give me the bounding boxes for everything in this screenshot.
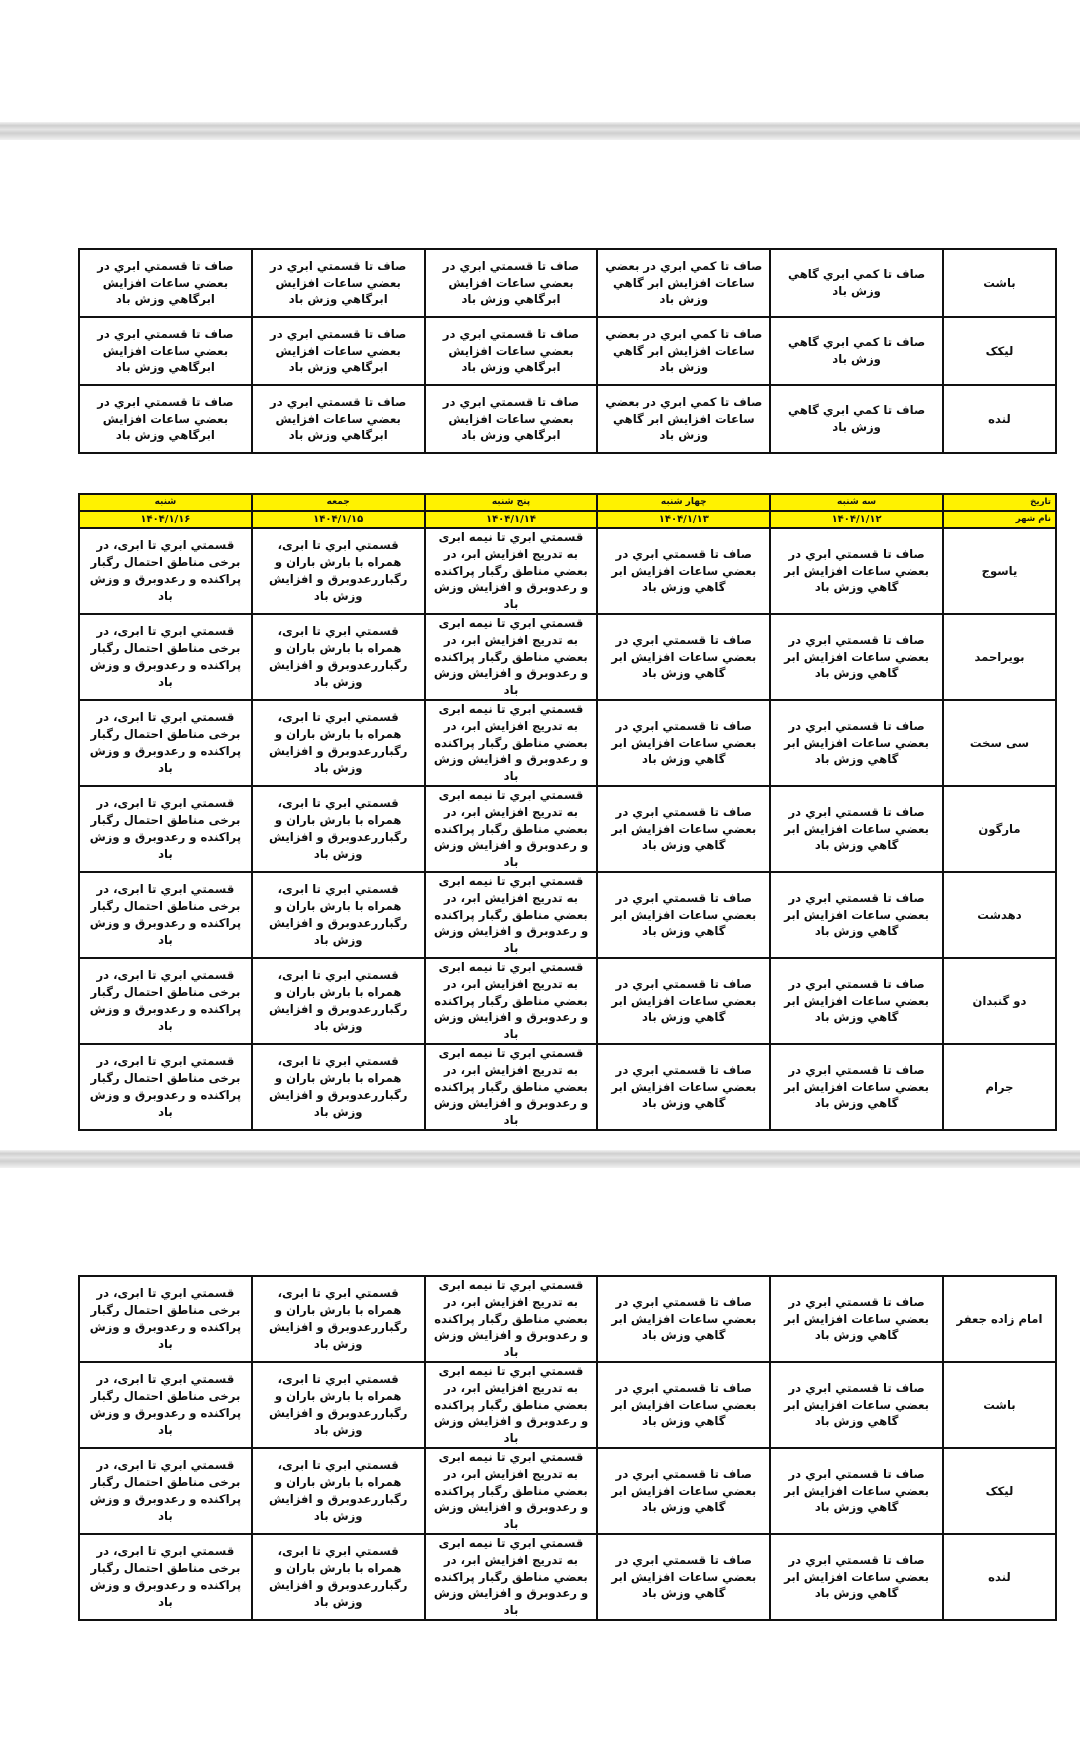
forecast-cell: صاف تا قسمتي ابري در بعضي ساعات افزايش ابر گاهي وزش باد [770,614,943,700]
city-name: یاسوج [943,528,1056,614]
forecast-cell: قسمتي ابري تا ابری، در برخی مناطق احتمال رگبار پراکنده و رعدوبرق و وزش باد [79,1276,252,1362]
forecast-cell: صاف تا قسمتي ابري در بعضي ساعات افزايش ابرگاهي وزش باد [79,317,252,385]
date-header: ۱۴۰۴/۱/۱۶ [79,511,252,528]
city-label-header [943,511,1056,528]
table-row [79,528,1056,614]
city-name: جرام [943,1044,1056,1130]
forecast-cell: قسمتي ابري تا ابری، همراه با بارش باران و رگباررعدوبرق و افزايش وزش باد [252,700,425,786]
forecast-cell: صاف تا قسمتي ابري در بعضي ساعات افزايش ابر گاهي وزش باد [770,1362,943,1448]
city-name: لیکک [943,1448,1056,1534]
forecast-cell: قسمتي ابري تا نيمه ابری به تدريج افزايش ابر، در بعضي مناطق رگبار پراکنده و رعدوبرق و افزايش وزش باد [425,700,598,786]
forecast-cell: قسمتي ابري تا ابری، همراه با بارش باران و رگباررعدوبرق و افزايش وزش باد [252,1044,425,1130]
city-name: مارگون [943,786,1056,872]
table-row [79,614,1056,700]
forecast-cell: قسمتي ابري تا نيمه ابری به تدريج افزايش ابر، در بعضي مناطق رگبار پراکنده و رعدوبرق و افزايش وزش باد [425,614,598,700]
city-name: دو گنبدان [943,958,1056,1044]
forecast-cell: صاف تا کمي ابري گاهي وزش باد [770,249,943,317]
table-row [79,958,1056,1044]
forecast-cell: صاف تا قسمتي ابري در بعضي ساعات افزايش ابر گاهي وزش باد [597,528,770,614]
forecast-cell: صاف تا قسمتي ابري در بعضي ساعات افزايش ابر گاهي وزش باد [770,872,943,958]
forecast-cell: صاف تا کمي ابري گاهي وزش باد [770,317,943,385]
date-header-row [79,511,1056,528]
date-header: ۱۴۰۴/۱/۱۲ [770,511,943,528]
forecast-cell: قسمتي ابري تا ابری، در برخی مناطق احتمال رگبار پراکنده و رعدوبرق و وزش باد [79,528,252,614]
date-label: تاریخ [1030,497,1051,507]
forecast-cell: قسمتي ابري تا نيمه ابری به تدريج افزايش ابر، در بعضي مناطق رگبار پراکنده و رعدوبرق و افزايش وزش باد [425,958,598,1044]
forecast-cell: قسمتي ابري تا ابری، در برخی مناطق احتمال رگبار پراکنده و رعدوبرق و وزش باد [79,1362,252,1448]
date-header: ۱۴۰۴/۱/۱۵ [252,511,425,528]
city-label: نام شهر [1015,514,1051,524]
forecast-cell: قسمتي ابري تا ابری، در برخی مناطق احتمال رگبار پراکنده و رعدوبرق و وزش باد [79,872,252,958]
page-separator [0,122,1080,140]
forecast-cell: صاف تا قسمتي ابري در بعضي ساعات افزايش ابر گاهي وزش باد [597,614,770,700]
forecast-cell: صاف تا قسمتي ابري در بعضي ساعات افزايش ابرگاهي وزش باد [425,317,598,385]
forecast-cell: قسمتي ابري تا نيمه ابری به تدريج افزايش ابر، در بعضي مناطق رگبار پراکنده و رعدوبرق و افزايش وزش باد [425,1448,598,1534]
day-header: جمعه [252,494,425,511]
page-separator [0,1150,1080,1168]
forecast-cell: صاف تا کمي ابري در بعضي ساعات افزايش ابر گاهي وزش باد [597,385,770,453]
city-name: باشت [943,1362,1056,1448]
city-name: لنده [943,385,1056,453]
table-row [79,1044,1056,1130]
forecast-cell: صاف تا قسمتي ابري در بعضي ساعات افزايش ابر گاهي وزش باد [597,1044,770,1130]
forecast-cell: قسمتي ابري تا نيمه ابری به تدريج افزايش ابر، در بعضي مناطق رگبار پراکنده و رعدوبرق و افزايش وزش باد [425,786,598,872]
forecast-cell: صاف تا قسمتي ابري در بعضي ساعات افزايش ابر گاهي وزش باد [597,958,770,1044]
forecast-cell: صاف تا قسمتي ابري در بعضي ساعات افزايش ابر گاهي وزش باد [597,1534,770,1620]
table-row [79,317,1056,385]
table-row [79,1534,1056,1620]
forecast-cell: قسمتي ابري تا ابری، همراه با بارش باران و رگباررعدوبرق و افزايش وزش باد [252,1534,425,1620]
forecast-cell: قسمتي ابري تا نيمه ابری به تدريج افزايش ابر، در بعضي مناطق رگبار پراکنده و رعدوبرق و افزايش وزش باد [425,1534,598,1620]
forecast-cell: قسمتي ابري تا ابری، در برخی مناطق احتمال رگبار پراکنده و رعدوبرق و وزش باد [79,700,252,786]
day-header: سه شنبه [770,494,943,511]
forecast-cell: صاف تا قسمتي ابري در بعضي ساعات افزايش ابر گاهي وزش باد [597,1448,770,1534]
forecast-cell: قسمتي ابري تا ابری، همراه با بارش باران و رگباررعدوبرق و افزايش وزش باد [252,872,425,958]
forecast-cell: صاف تا قسمتي ابري در بعضي ساعات افزايش ابرگاهي وزش باد [252,249,425,317]
weather-forecast-table-top [78,248,1057,454]
forecast-cell: قسمتي ابري تا ابری، همراه با بارش باران و رگباررعدوبرق و افزايش وزش باد [252,1448,425,1534]
city-name: بویراحمد [943,614,1056,700]
forecast-cell: صاف تا قسمتي ابري در بعضي ساعات افزايش ابر گاهي وزش باد [597,786,770,872]
forecast-cell: صاف تا قسمتي ابري در بعضي ساعات افزايش ابر گاهي وزش باد [597,872,770,958]
table-row [79,1448,1056,1534]
city-name: لنده [943,1534,1056,1620]
day-header: پنج شنبه [425,494,598,511]
table-row [79,385,1056,453]
city-name: باشت [943,249,1056,317]
table-row [79,249,1056,317]
forecast-cell: صاف تا کمي ابري در بعضي ساعات افزايش ابر گاهي وزش باد [597,317,770,385]
forecast-cell: صاف تا قسمتي ابري در بعضي ساعات افزايش ابر گاهي وزش باد [597,1362,770,1448]
city-name: دهدشت [943,872,1056,958]
forecast-cell: قسمتي ابري تا نيمه ابری به تدريج افزايش ابر، در بعضي مناطق رگبار پراکنده و رعدوبرق و افزايش وزش باد [425,1276,598,1362]
forecast-cell: قسمتي ابري تا ابری، همراه با بارش باران و رگباررعدوبرق و افزايش وزش باد [252,958,425,1044]
forecast-cell: صاف تا قسمتي ابري در بعضي ساعات افزايش ابر گاهي وزش باد [770,528,943,614]
date-label-header [943,494,1056,511]
forecast-cell: صاف تا قسمتي ابري در بعضي ساعات افزايش ابرگاهي وزش باد [79,385,252,453]
day-header-row [79,494,1056,511]
forecast-cell: صاف تا قسمتي ابري در بعضي ساعات افزايش ابر گاهي وزش باد [770,786,943,872]
table-row [79,872,1056,958]
forecast-cell: قسمتي ابري تا ابری، همراه با بارش باران و رگباررعدوبرق و افزايش وزش باد [252,614,425,700]
forecast-cell: صاف تا قسمتي ابري در بعضي ساعات افزايش ابرگاهي وزش باد [79,249,252,317]
table-row [79,1362,1056,1448]
city-name: سی سخت [943,700,1056,786]
day-header: شنبه [79,494,252,511]
day-header: چهار شنبه [597,494,770,511]
date-header: ۱۴۰۴/۱/۱۳ [597,511,770,528]
forecast-cell: قسمتي ابري تا نيمه ابری به تدريج افزايش ابر، در بعضي مناطق رگبار پراکنده و رعدوبرق و افزايش وزش باد [425,1044,598,1130]
forecast-cell: قسمتي ابري تا ابری، همراه با بارش باران و رگباررعدوبرق و افزايش وزش باد [252,786,425,872]
table-row [79,1276,1056,1362]
city-name: لیکک [943,317,1056,385]
city-name: امام زاده جعفر [943,1276,1056,1362]
forecast-cell: صاف تا قسمتي ابري در بعضي ساعات افزايش ابرگاهي وزش باد [252,317,425,385]
forecast-cell: صاف تا قسمتي ابري در بعضي ساعات افزايش ابر گاهي وزش باد [770,700,943,786]
forecast-cell: قسمتي ابري تا ابری، در برخی مناطق احتمال رگبار پراکنده و رعدوبرق و وزش باد [79,1534,252,1620]
forecast-cell: صاف تا قسمتي ابري در بعضي ساعات افزايش ابر گاهي وزش باد [770,1044,943,1130]
forecast-cell: صاف تا کمي ابري در بعضي ساعات افزايش ابر گاهي وزش باد [597,249,770,317]
table-row [79,700,1056,786]
forecast-cell: قسمتي ابري تا ابری، در برخی مناطق احتمال رگبار پراکنده و رعدوبرق و وزش باد [79,614,252,700]
forecast-cell: صاف تا قسمتي ابري در بعضي ساعات افزايش ابرگاهي وزش باد [425,249,598,317]
forecast-cell: صاف تا قسمتي ابري در بعضي ساعات افزايش ابرگاهي وزش باد [252,385,425,453]
forecast-cell: صاف تا قسمتي ابري در بعضي ساعات افزايش ابر گاهي وزش باد [597,700,770,786]
forecast-cell: قسمتي ابري تا ابری، در برخی مناطق احتمال رگبار پراکنده و رعدوبرق و وزش باد [79,786,252,872]
forecast-cell: قسمتي ابري تا نيمه ابری به تدريج افزايش ابر، در بعضي مناطق رگبار پراکنده و رعدوبرق و افزايش وزش باد [425,528,598,614]
forecast-cell: قسمتي ابري تا ابری، همراه با بارش باران و رگباررعدوبرق و افزايش وزش باد [252,528,425,614]
forecast-cell: قسمتي ابري تا ابری، همراه با بارش باران و رگباررعدوبرق و افزايش وزش باد [252,1362,425,1448]
weather-forecast-table-main [78,493,1057,1131]
forecast-cell: قسمتي ابري تا ابری، همراه با بارش باران و رگباررعدوبرق و افزايش وزش باد [252,1276,425,1362]
date-header: ۱۴۰۴/۱/۱۴ [425,511,598,528]
forecast-cell: صاف تا قسمتي ابري در بعضي ساعات افزايش ابر گاهي وزش باد [597,1276,770,1362]
forecast-cell: قسمتي ابري تا نيمه ابری به تدريج افزايش ابر، در بعضي مناطق رگبار پراکنده و رعدوبرق و افزايش وزش باد [425,872,598,958]
forecast-cell: صاف تا کمي ابري گاهي وزش باد [770,385,943,453]
forecast-cell: صاف تا قسمتي ابري در بعضي ساعات افزايش ابرگاهي وزش باد [425,385,598,453]
weather-forecast-table-bottom [78,1275,1057,1621]
forecast-cell: صاف تا قسمتي ابري در بعضي ساعات افزايش ابر گاهي وزش باد [770,1276,943,1362]
forecast-cell: صاف تا قسمتي ابري در بعضي ساعات افزايش ابر گاهي وزش باد [770,1534,943,1620]
forecast-cell: قسمتي ابري تا ابری، در برخی مناطق احتمال رگبار پراکنده و رعدوبرق و وزش باد [79,1044,252,1130]
forecast-cell: صاف تا قسمتي ابري در بعضي ساعات افزايش ابر گاهي وزش باد [770,958,943,1044]
forecast-cell: قسمتي ابري تا نيمه ابری به تدريج افزايش ابر، در بعضي مناطق رگبار پراکنده و رعدوبرق و افزايش وزش باد [425,1362,598,1448]
table-row [79,786,1056,872]
forecast-cell: صاف تا قسمتي ابري در بعضي ساعات افزايش ابر گاهي وزش باد [770,1448,943,1534]
forecast-cell: قسمتي ابري تا ابری، در برخی مناطق احتمال رگبار پراکنده و رعدوبرق و وزش باد [79,958,252,1044]
forecast-cell: قسمتي ابري تا ابری، در برخی مناطق احتمال رگبار پراکنده و رعدوبرق و وزش باد [79,1448,252,1534]
